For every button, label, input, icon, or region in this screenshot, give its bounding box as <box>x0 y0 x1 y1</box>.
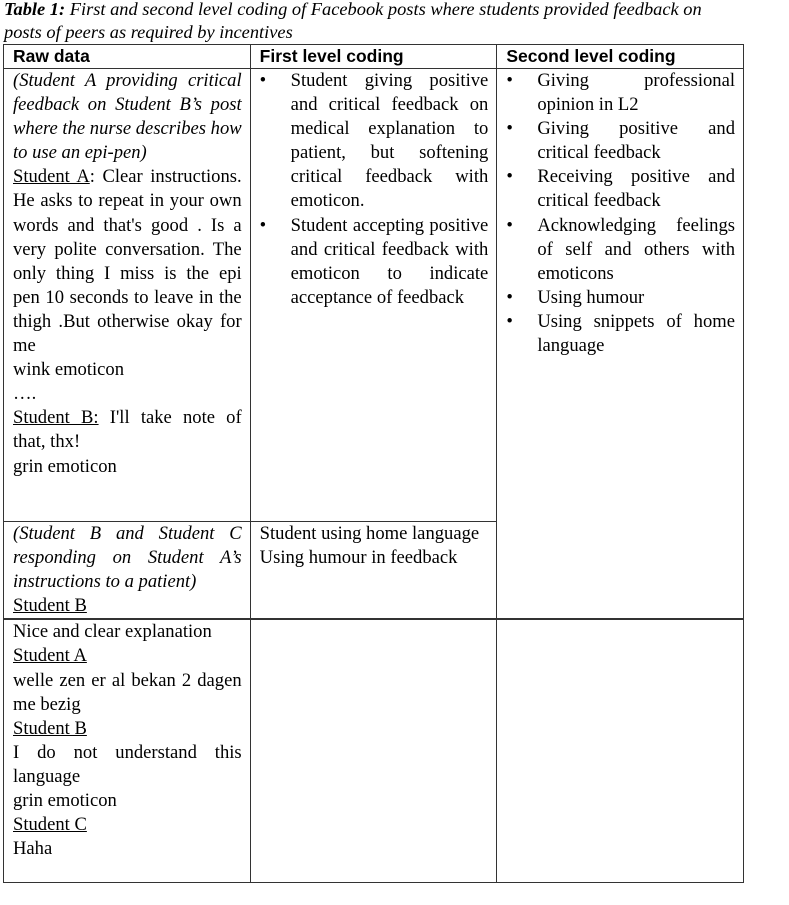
second-level-list <box>506 69 735 358</box>
header-first-level: First level coding <box>250 45 497 69</box>
table-row <box>4 69 744 522</box>
bullet-icon: • <box>259 70 267 91</box>
bullet-icon: • <box>506 166 513 188</box>
row3-first-level-cell <box>250 619 497 883</box>
row1-ellipsis: …. <box>13 383 37 405</box>
row3-line: Haha <box>13 838 53 860</box>
bullet-icon: • <box>259 214 267 236</box>
row3-line: grin emoticon <box>13 790 117 812</box>
caption-line-1 <box>4 0 789 21</box>
row2-raw-cell <box>4 522 251 620</box>
row1-student-b-post <box>13 406 242 454</box>
caption-text-1: First and second level coding of Facebook posts where students provided feedback on <box>69 0 702 19</box>
bullet-icon: • <box>506 70 513 91</box>
row3-second-level-cell <box>497 619 744 883</box>
coding-table <box>3 44 744 883</box>
list-item: • Using snippets of home language <box>506 310 735 357</box>
row1-text-a: : Clear instructions. He asks to repeat in your own words and that's good . Is a very polite conversation. The only thing I miss is the epi pen 10 seconds to leave in the thigh .But otherwise okay for me <box>13 166 242 357</box>
bullet-icon: • <box>506 118 513 140</box>
list-item: • Student accepting positive and critical feedback with emoticon to indicate acceptance of feedback <box>259 214 489 308</box>
list-item: • Student giving positive and critical feedback on medical explanation to patient, but softening critical feedback with emoticon. <box>259 70 489 212</box>
row3-speaker-c: Student C <box>13 814 87 836</box>
row3-line: I do not understand this language <box>13 741 242 787</box>
row1-student-a-post <box>13 165 242 358</box>
caption-label: Table 1: <box>4 0 66 19</box>
row1-emoticon-b: grin emoticon <box>13 455 117 477</box>
row2-context: (Student B and Student C responding on Student A’s instructions to a patient) <box>13 523 242 593</box>
row1-first-level-cell <box>250 69 497 522</box>
row1-speaker-a: Student A <box>13 166 90 188</box>
row2-speaker: Student B <box>13 595 87 617</box>
first-level-list <box>260 69 489 310</box>
bullet-icon: • <box>506 286 513 308</box>
row2-first-line1: Student using home language <box>259 523 480 544</box>
row1-context: (Student A providing critical feedback on Student B’s post where the nurse describes how to use an epi-pen) <box>13 70 242 164</box>
row3-speaker-a: Student A <box>13 645 87 667</box>
bullet-icon: • <box>506 214 513 236</box>
row3-line: welle zen er al bekan 2 dagen me bezig <box>13 669 242 715</box>
list-item: • Acknowledging feelings of self and others with emoticons <box>506 214 735 284</box>
row2-first-level-cell <box>250 522 497 620</box>
table-row <box>4 619 744 883</box>
list-item: • Using humour <box>506 286 735 310</box>
row1-emoticon-a: wink emoticon <box>13 359 125 381</box>
row3-line: Nice and clear explanation <box>13 621 212 643</box>
table-header-row <box>4 45 744 69</box>
row1-second-level-cell <box>497 69 744 620</box>
header-raw-data: Raw data <box>4 45 251 69</box>
list-item: • Giving professional opinion in L2 <box>506 70 735 116</box>
row1-text-b: I'll take note of that, thx! <box>13 407 242 453</box>
header-second-level: Second level coding <box>497 45 744 69</box>
bullet-icon: • <box>506 310 513 332</box>
row1-speaker-b: Student B: <box>13 407 99 429</box>
list-item: • Giving positive and critical feedback <box>506 118 735 164</box>
caption-line-2: posts of peers as required by incentives <box>4 22 293 42</box>
list-item: • Receiving positive and critical feedback <box>506 166 735 212</box>
row3-speaker-b: Student B <box>13 717 87 739</box>
row1-raw-cell <box>4 69 251 522</box>
row2-first-line2: Using humour in feedback <box>259 547 458 569</box>
table-caption <box>4 0 789 44</box>
row3-raw-cell <box>4 619 251 883</box>
